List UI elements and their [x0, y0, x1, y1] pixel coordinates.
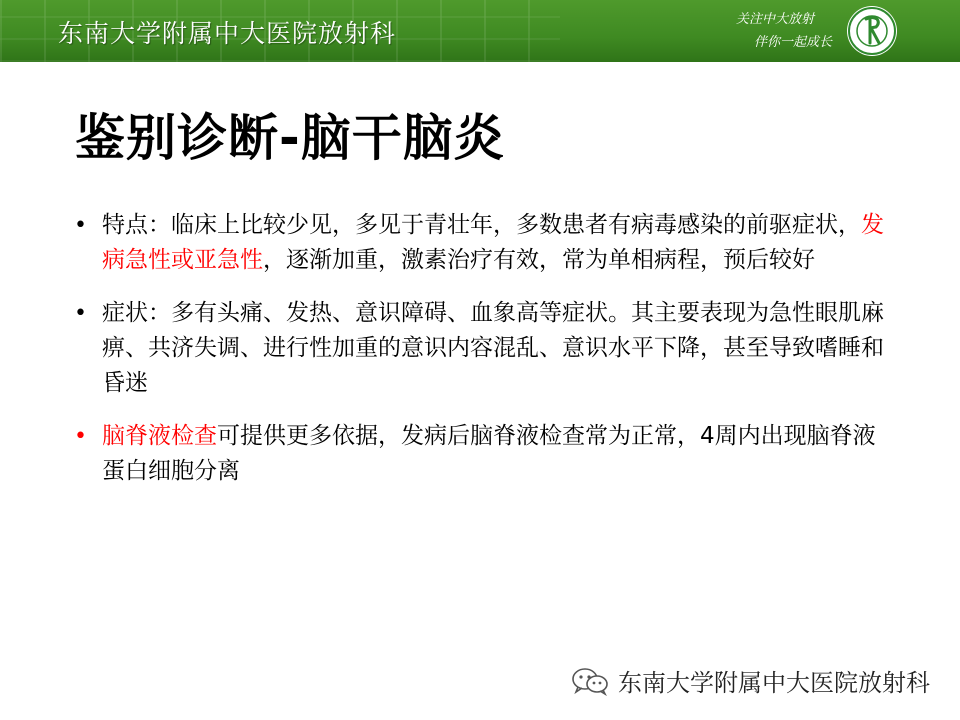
bullet-item — [72, 296, 892, 401]
bullet-text: 可提供更多依据，发病后脑脊液检查常为正常，4周内出现脑脊液蛋白细胞分离 — [102, 423, 876, 484]
bullet-item — [72, 419, 892, 489]
bullet-dot: • — [74, 424, 87, 449]
bullet-list — [72, 208, 892, 507]
radiology-dept-logo-icon — [846, 5, 898, 57]
wechat-icon — [570, 666, 610, 696]
slogan-line-1: 关注中大放射 — [735, 12, 814, 27]
bullet-dot: • — [74, 301, 87, 326]
watermark-text: 东南大学附属中大医院放射科 — [618, 669, 930, 697]
bullet-highlight: 发病急性或亚急性 — [102, 212, 884, 273]
header-bar — [0, 0, 960, 62]
bullet-highlight: 脑脊液检查 — [102, 423, 217, 449]
bullet-dot: • — [74, 213, 87, 238]
bullet-item — [72, 208, 892, 278]
header-title: 东南大学附属中大医院放射科 — [58, 19, 397, 48]
header-slogan — [736, 8, 832, 54]
slogan-line-2: 伴你一起成长 — [753, 35, 832, 50]
slide-title: 鉴别诊断-脑干脑炎 — [75, 109, 505, 167]
bullet-text: 症状：多有头痛、发热、意识障碍、血象高等症状。其主要表现为急性眼肌麻痹、共济失调、进行性加重的意识内容混乱、意识水平下降，甚至导致嗜睡和昏迷 — [102, 300, 884, 396]
bullet-text: ，逐渐加重，激素治疗有效，常为单相病程，预后较好 — [263, 247, 815, 273]
watermark — [570, 663, 930, 698]
bullet-text: 特点：临床上比较少见，多见于青壮年，多数患者有病毒感染的前驱症状， — [102, 212, 861, 238]
